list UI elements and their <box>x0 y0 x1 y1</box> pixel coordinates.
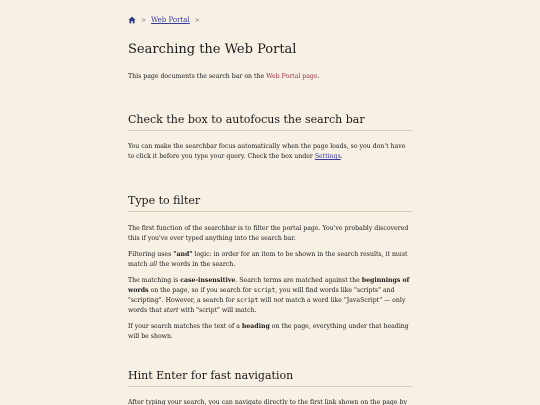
filter-paragraph-1: The first function of the searchbar is to filter the portal page. You've probably discovered this if you've ever typed anything into the search bar. <box>128 225 409 242</box>
breadcrumb-separator: > <box>194 16 200 24</box>
start-emphasis: start <box>163 307 179 314</box>
all-emphasis: all <box>149 261 158 268</box>
enter-paragraph: After typing your search, you can navigate directly to the first link shown on the page by <box>128 399 407 405</box>
autofocus-paragraph <box>128 142 412 162</box>
text-run: match a word like "JavaScript" — only words that <box>128 297 406 314</box>
home-icon[interactable] <box>128 16 136 24</box>
text-run: the words in the search. <box>157 261 236 268</box>
filter-paragraph-3 <box>128 276 412 316</box>
code-script: script <box>253 287 276 294</box>
page-title: Searching the Web Portal <box>128 42 297 57</box>
beginnings-of-words-emphasis: beginnings of words <box>128 277 410 294</box>
section-heading-enter: Hint Enter for fast navigation <box>128 369 412 387</box>
text-run: . Search terms are matched against the <box>235 277 362 284</box>
settings-link[interactable]: Settings <box>314 153 341 160</box>
and-logic-emphasis: "and" <box>173 251 193 258</box>
text-run: on the page, everything under that heading will be shown. <box>128 323 409 340</box>
section-heading-filter: Type to filter <box>128 194 412 212</box>
breadcrumb-separator: > <box>141 16 147 24</box>
text-run: The matching is <box>128 277 181 284</box>
heading-emphasis: heading <box>241 323 270 330</box>
autofocus-text-end: . <box>340 153 343 160</box>
text-run: will <box>258 297 274 304</box>
intro-paragraph <box>128 72 412 82</box>
text-run: with "script" will match. <box>178 307 257 314</box>
text-run: logic: in order for an item to be shown in the search results, it must match <box>128 251 408 268</box>
text-run: , you will find words like "scripts" and "scripting". However, a search for <box>128 287 395 304</box>
text-run: Filtering uses <box>128 251 174 258</box>
breadcrumb-link-web-portal[interactable]: Web Portal <box>151 16 190 24</box>
code-script: script <box>236 297 259 304</box>
section-heading-autofocus: Check the box to autofocus the search bar <box>128 113 412 131</box>
not-emphasis: not <box>273 297 284 304</box>
filter-paragraph-2 <box>128 250 412 270</box>
intro-text: This page documents the search bar on the <box>128 73 267 80</box>
breadcrumb <box>128 14 412 26</box>
filter-paragraph-4 <box>128 322 412 342</box>
text-run: If your search matches the text of a <box>128 323 242 330</box>
autofocus-text: You can make the searchbar focus automatically when the page loads, so you don't have to click it before you type your query. Check the box under <box>128 143 406 160</box>
web-portal-page-link[interactable]: Web Portal page <box>266 73 318 80</box>
case-insensitive-emphasis: case-insensitive <box>180 277 236 284</box>
intro-text-end: . <box>317 73 320 80</box>
text-run: on the page, so if you search for <box>148 287 254 294</box>
